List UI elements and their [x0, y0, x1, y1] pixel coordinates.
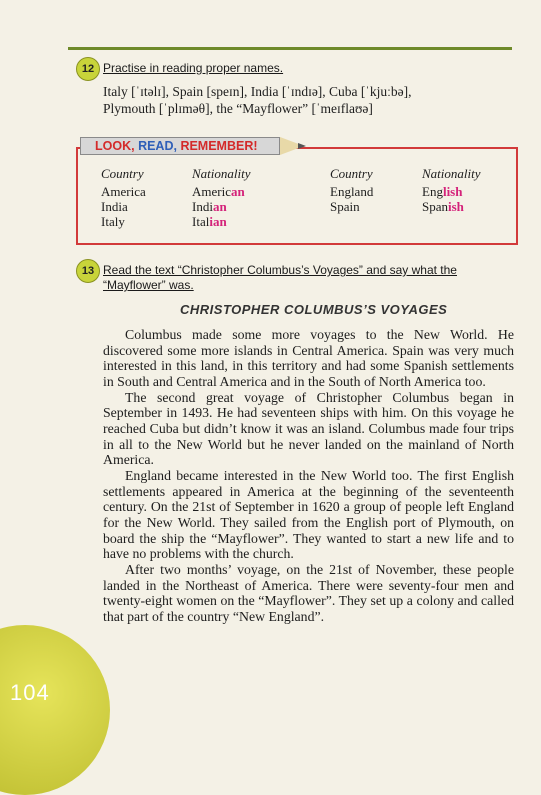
nationality-item: Italian: [192, 214, 227, 229]
page-number: 104: [10, 680, 50, 705]
page-corner-decoration: [0, 625, 110, 795]
story-paragraph: After two months’ voyage, on the 21st of November, these people landed in the Northeast of America. There were seventy-four men and twenty-eight women on the “Mayflower”. They set up a colony and called that part of the country “New England”.: [103, 561, 514, 624]
story-title: CHRISTOPHER COLUMBUS’S VOYAGES: [180, 302, 448, 317]
right-nationality-column: [422, 166, 481, 214]
right-country-column: [330, 166, 373, 214]
top-rule: [68, 47, 512, 50]
country-item: America: [101, 184, 146, 199]
pronunciation-line-2: Plymouth [ˈplɪməθ], the “Mayflower” [ˈmeɪflaʊə]: [103, 101, 373, 116]
story-paragraph: Columbus made some more voyages to the New World. He discovered some more islands in Central America. Spain was very much interested in this land, in this territory and had some Spanish settlements in South and Central America and in the South of North America too.: [103, 327, 514, 389]
right-nationality-header: Nationality: [422, 166, 481, 181]
country-item: Italy: [101, 214, 125, 229]
nationality-item: English: [422, 184, 463, 199]
pronunciation-line-1: Italy [ˈɪtəlɪ], Spain [speɪn], India [ˈɪndɪə], Cuba [ˈkjuːbə],: [103, 84, 412, 99]
story-paragraph: England became interested in the New World too. The first English settlements appeared in America at the beginning of the seventeenth century. On the 21st of September in 1620 a group of people left England for the New World. They sailed from the English port of Plymouth, on board the ship the “Mayflower”. They wanted to start a new life and to have no problems with the church.: [103, 467, 514, 562]
pencil-banner: [80, 137, 312, 155]
exercise-13-instruction: [103, 263, 457, 293]
exercise-13-instruction-line-1: Read the text “Christopher Columbus’s Voyages” and say what the: [103, 263, 457, 277]
left-nationality-header: Nationality: [192, 166, 251, 181]
country-item: England: [330, 184, 374, 199]
pencil-lead-icon: [298, 143, 306, 149]
exercise-12-instruction: Practise in reading proper names.: [103, 61, 284, 75]
proper-names-pronunciation: [103, 83, 513, 117]
nationality-item: Spanish: [422, 199, 464, 214]
country-item: India: [101, 199, 128, 214]
banner-remember: REMEMBER!: [180, 139, 258, 153]
exercise-13-instruction-line-2: “Mayflower” was.: [103, 278, 194, 292]
nationality-item: American: [192, 184, 245, 199]
banner-read: READ,: [138, 139, 181, 153]
banner-look: LOOK,: [95, 139, 139, 153]
exercise-13-number: 13: [76, 259, 100, 283]
left-nationality-column: [192, 166, 251, 229]
nationality-item: Indian: [192, 199, 227, 214]
left-country-column: [101, 166, 146, 229]
banner-label: [80, 137, 280, 155]
exercise-12-number: 12: [76, 57, 100, 81]
left-country-header: Country: [101, 166, 144, 181]
story-paragraph: The second great voyage of Christopher Columbus began in September in 1493. He had seventeen ships with him. On this voyage he reached Cuba but didn’t know it was an island. Columbus made four trips in all to the New World but he never landed on the mainland of North America.: [103, 389, 514, 468]
country-item: Spain: [330, 199, 360, 214]
right-country-header: Country: [330, 166, 373, 181]
story-text: [103, 327, 514, 624]
